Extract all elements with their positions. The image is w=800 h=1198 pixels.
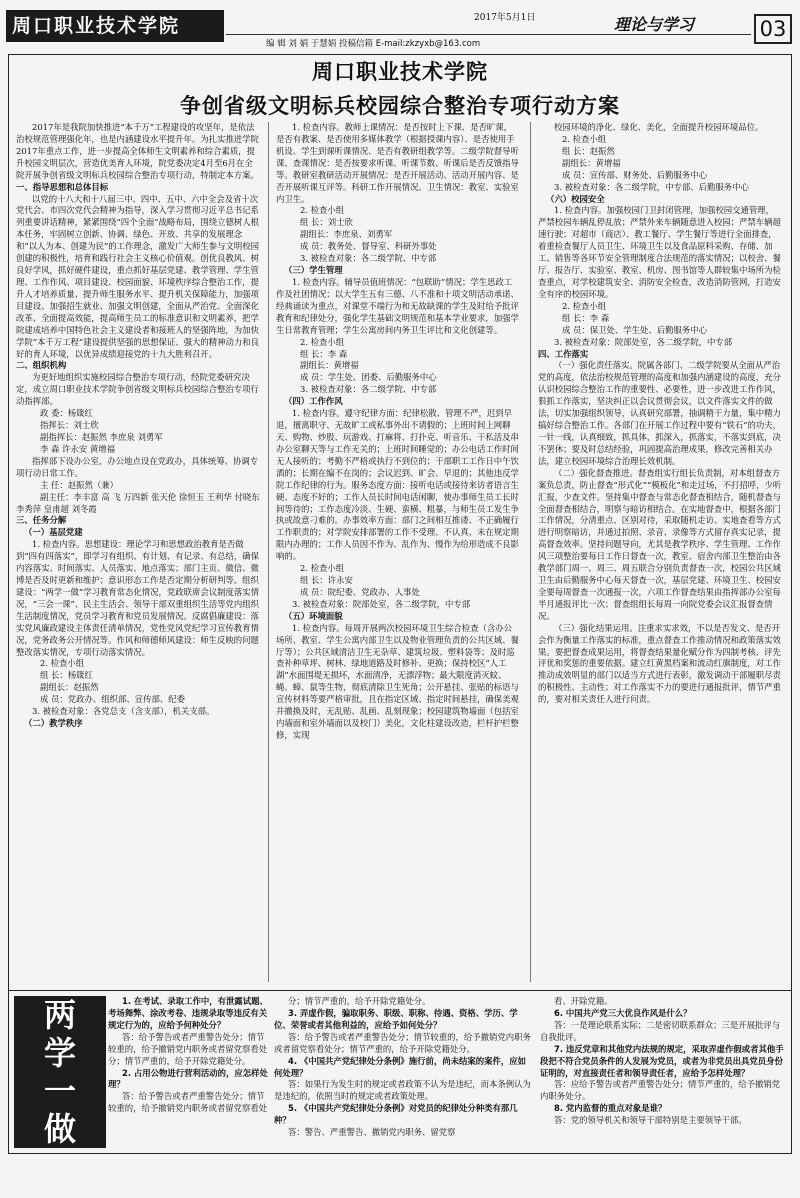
section-heading: 4. 《中国共产党纪律处分条例》施行前，尚未结案的案件，应如何处理？ xyxy=(274,1055,527,1078)
paragraph: 副组长：黄增福 xyxy=(300,360,359,371)
paragraph: 1. 检查内容。加强校园门卫封闭管理，加强校园交通管理，严禁校园车辆乱停乱放；严禁外来车辆随意进入校园；严禁车辆超速行驶；对超市（商店）、教工餐厅、学生餐厅等进行全面排查，着重检查餐厅人员卫生、环境卫生以及食品原料采购、存储、加工、销售等各环节安全管理制度合法规范的落实情况；以校舍、餐厅、报告厅、实验室、教室、机房、图书馆等人群较集中场所为检查重点，对学校建筑安全、消防安全检查，改造消防管网，打造安全有序的校园环境。 xyxy=(538,205,781,299)
paragraph: 副指挥长：赵振然 李庶泉 刘勇军 xyxy=(40,431,163,442)
section-heading: （四）工作作风 xyxy=(284,396,343,407)
paragraph: 答：如果行为发生时的规定或者政策不认为是违纪，而本条例认为是违纪的，依照当时的规定或者政策处理。 xyxy=(274,1079,531,1102)
section-heading: 3. 弄虚作假，骗取职务、职级、职称、待遇、资格、学历、学位、荣誉或者其他利益的，应给予如何处分？ xyxy=(274,1007,518,1030)
paragraph: （一）强化责任落实。院属各部门、二级学院要从全面从严治党的高度，依法治校规范管理的高度和加强内涵建设的高度，充分认识校园综合整治工作的重要性、必要性，进一步改进工作作风，狠抓工作落实，坚决纠正以会议贯彻会议，以文件落实文件的做法，切实加强组织领导，认真研究部署，抽调精干力量，集中精力搞好综合整治工作。各部门在开展工作过程中要有“铁石”的功夫，一针一线，认真细致，抓具体，抓深入，抓落实，不落实到底，决不罢休；要及时总结经验，巩固提高治理成果，修改完善相关办法，建立校园环境综合治理长效机制。 xyxy=(538,360,782,466)
paragraph: 指挥部下设办公室，办公地点设在党政办，具体统筹、协调专项行动日常工作。 xyxy=(16,455,259,478)
section-heading: 三、任务分解 xyxy=(16,515,67,526)
headline-line2: 争创省级文明标兵校园综合整治专项行动方案 xyxy=(180,94,620,118)
paragraph: 组 长：李 森 xyxy=(562,312,610,323)
section-heading: 二、组织机构 xyxy=(16,360,67,371)
paragraph: 组 长：李 森 xyxy=(300,348,348,359)
paragraph: 组 长：许永安 xyxy=(300,575,353,586)
paragraph: 成 员：宣传部、财务处、后勤服务中心 xyxy=(562,169,708,180)
paragraph: 2. 检查小组 xyxy=(40,658,85,669)
paragraph: 2. 检查小组 xyxy=(300,563,345,574)
section-heading: （六）校园安全 xyxy=(546,193,605,204)
paragraph: 答：给予警告或者严重警告处分；情节较重的，给予撤销党内职务或者留党察看处 xyxy=(108,1091,268,1114)
paragraph: 3. 被检查对象：院部处室，各二级学院，中专部 xyxy=(292,598,471,609)
column-divider xyxy=(530,122,531,982)
column-divider xyxy=(268,122,269,982)
paragraph: 组 长：杨箴红 xyxy=(40,670,93,681)
section-heading: （三）学生管理 xyxy=(284,265,343,276)
banner-char: 做 xyxy=(43,1110,76,1148)
paragraph: 答：警告、严重警告、撤销党内职务、留党察 xyxy=(288,1127,456,1138)
paragraph: 组 长：赵振然 xyxy=(562,145,615,156)
section-heading: （五）环境面貌 xyxy=(284,610,343,621)
paragraph: 政 委：杨箴红 xyxy=(40,408,93,419)
paragraph: 成 员：党政办、组织部、宣传部、纪委 xyxy=(40,694,186,705)
paragraph: 答：应给予警告或者严重警告处分；情节严重的，给予撤销党内职务处分。 xyxy=(540,1079,781,1102)
paragraph: 2017年是我院加快推进“本千万”工程建设的攻坚年，是依法治校规范管理强化年，也是内涵建设水平提升年。为扎实推进学院2017年重点工作，进一步提高全体师生文明素养和综合素质，提升校园文明层次，营造优美育人环境，院党委决定4月至6月在全院开展争创省级文明标兵校园综合整治专项行动，特制定本方案。 xyxy=(16,122,259,180)
paragraph: （三）强化结果运用。注重求实求效，不以是否发文、是否开会作为衡量工作落实的标准，重点督查工作推动情况和政策落实效果。要把督查成果运用，将督查结果量化赋分作为四制考核、评先评优和奖惩的重要依据。建立红黄黑档案和流动红旗制度，对工作推动成效明显的部门以适当方式进行表彰，激发调动干部履职尽责的积极性、主动性；对工作落实不力的要进行通报批评，情节严重的，要对相关责任人进行问责。 xyxy=(538,622,781,705)
section-heading: 1. 在考试、录取工作中，有泄露试题、考场舞弊、涂改考卷、违规录取等违反有关规定行为的，应给予何种处分？ xyxy=(108,996,268,1030)
paragraph: 组 长：刘士欣 xyxy=(300,217,353,228)
paragraph: 2. 检查小组 xyxy=(562,300,607,311)
section-heading: 7. 违反党章和其他党内法规的规定，采取弄虚作假或者其他手段把不符合党员条件的人发展为党员，或者为非党员出具党员身份证明的，对直接责任者和领导责任者，应给予怎样处理？ xyxy=(540,1043,784,1078)
article-column-2 xyxy=(276,122,520,982)
paragraph: 指挥长：刘士欣 xyxy=(40,420,99,431)
paragraph: 2. 检查小组 xyxy=(562,133,607,144)
qa-column-2 xyxy=(274,996,532,1152)
paragraph: 副组长：赵振然 xyxy=(40,682,99,693)
paragraph: 3. 被检查对象：各二级学院，中专部、后勤服务中心 xyxy=(554,181,749,192)
paragraph: 答：党的领导机关和领导干部特别是主要领导干部。 xyxy=(554,1115,747,1126)
staff-line: 编 辑 刘 娟 于慧娟 投稿信箱 E-mail:zkzyxb@163.com xyxy=(266,39,481,49)
paragraph: 答：一是理论联系实际；二是密切联系群众；三是开展批评与自我批评。 xyxy=(540,1019,781,1042)
masthead-divider xyxy=(226,34,751,35)
qa-column-1 xyxy=(108,996,268,1152)
section-heading: 6. 中国共产党三大优良作风是什么？ xyxy=(554,1007,692,1018)
section-heading: 一、指导思想和总体目标 xyxy=(16,181,109,192)
headline-line1: 周口职业技术学院 xyxy=(312,60,488,84)
article-column-1 xyxy=(16,122,260,982)
paragraph: 为更好地组织实施校园综合整治专项行动，经院党委研究决定，成立周口职业技术学院争创省级文明标兵校园综合整治专项行动指挥部。 xyxy=(16,372,259,407)
paragraph: 3. 被检查对象：院部处室，各二级学院，中专部 xyxy=(554,336,733,347)
paragraph: 成 员：教务处、督导室、科研外事处 xyxy=(300,241,437,252)
banner-char: 两 xyxy=(43,996,76,1034)
paragraph: 成 员：保卫处、学生处、后勤服务中心 xyxy=(562,324,708,335)
paragraph: 以党的十八大和十八届三中、四中、五中、六中全会及省十次党代会、市四次党代会精神为指导，深入学习贯彻习近平总书记系列重要讲话精神，紧紧围绕“四个全面”战略布局，围绕立德树人根本任务，牢固树立创新、协调、绿色、开放、共享的发展理念和“以人为本、创建为民”的工作理念，激发广大师生参与文明校园创建的积极性，培育和践行社会主义核心价值观。创优良教风、树良好学风，抓好硬件建设，重点抓好基层党建、教学管理、学生管理、工作作风、项目建设、校园面貌、环境秩序综合整治工作，提升人才培养质量、提升师生服务水平、提升机关保障能力，加强项目建设、加强招生就业、加强文明创建，全面从严治党、全面深化改革、全面提高效能，提高师生员工的标准意识和文明素养，把学院建成培养中国特色社会主义建设者和接班人的坚强阵地，为加快学院“本千万工程”建设提供坚强的思想保证、强大的精神动力和良好的育人环境，以优异成绩迎接党的十九大胜利召开。 xyxy=(16,193,260,359)
paragraph: 成 员：学生处、团委、后勤服务中心 xyxy=(300,372,437,383)
paragraph: 3. 被检查对象：各二级学院、中专部 xyxy=(300,253,437,264)
masthead xyxy=(4,4,796,50)
paragraph: 3. 被检查对象：各二级学院、中专部 xyxy=(300,384,437,395)
issue-date: 2017年5月1日 xyxy=(474,13,536,23)
banner-char: 一 xyxy=(43,1072,76,1110)
paragraph: 1. 检查内容。每周开展两次校园环境卫生综合检查（含办公场所、教室、学生公寓内部卫生以及物业管理负责的公共区域、餐厅等）；公共区域清洁卫生无杂草、建筑垃圾、塑料袋等；及时巡查补种草坪、树林、绿地道路及时修补、更换；保持校区“人工湖”水面围堤无损坏，水面清净，无漂浮物；最大限度消灭蚊、蝇、蟑、鼠等生物，彻底清除卫生死角；公开悬挂、张贴的标语与宣传材料等要严格审批，且在指定区域、指定时间悬挂，确保美观并撤换及时，无乱贴、乱画、乱刻现象；校园建筑物墙面（包括室内墙面和室外墙面以及校门）美化，文化柱建设改造，栏杆护栏整修，实现 xyxy=(276,622,519,741)
section-heading: 四、工作落实 xyxy=(538,348,589,359)
section-title: 理论与学习 xyxy=(614,15,695,34)
section-heading: 2. 占用公物进行营利活动的，应怎样处理？ xyxy=(108,1067,268,1090)
paragraph: 副组长：黄增福 xyxy=(562,157,621,168)
section-heading: （一）基层党建 xyxy=(24,527,83,538)
paragraph: （二）强化督查推进。督查组实行组长负责制，对本组督查方案负总责，防止督查“形式化”“模板化”和走过场，不打招呼，少听汇报，少查文件。坚持集中督查与常态化督查相结合，随机督查与全面督查相结合，明察与暗访相结合。在实地督查中，根据各部门工作情况，分清重点、区别对待，采取随机走访、实地查看等方式进行明察暗访，并通过拍照、录音、录像等方式留存真实记录，提高督查效率。坚持问题导向，尤其是教学秩序、学生管理、工作作风三项整治要每日工作日督查一次，教室、宿舍内部卫生整治由各教学部门周一、周三、周五联合分别负责督查一次，校园公共区域卫生由后勤服务中心每天督查一次，基层党建、环境卫生、校园安全要每周督查一次通报一次，六项工作督查结果由指挥部办公室每半月通报评比一次；督查组组长每周一向院党委会议汇报督查情况。 xyxy=(538,467,782,621)
section-heading: 5. 《中国共产党纪律处分条例》对党员的纪律处分种类有那几种？ xyxy=(274,1103,518,1126)
paragraph: 李 森 许永安 黄增福 xyxy=(40,443,115,454)
paragraph: 校园环境的净化、绿化、美化，全面提升校园环境品位。 xyxy=(554,122,764,132)
section-heading: 8. 党内监督的重点对象是谁？ xyxy=(554,1103,667,1114)
banner-char: 学 xyxy=(43,1034,76,1072)
paragraph: 成 员：院纪委、党政办、人事处 xyxy=(300,586,420,597)
paragraph: 2. 检查小组 xyxy=(300,205,345,216)
school-logo: 周口职业技术学院 xyxy=(6,10,224,42)
paragraph: 1. 检查内容。教师上课情况：是否按时上下课、是否旷课，是否有教案、是否使用多媒体教学（根据授课内容）、是否使用手机设、学生到课听课情况、是否有教研组教学等。二级学院督导听课、查课情况：是否按要求听课、听课节数、听课后是否反馈指导等。教研室教研活动开展情况：是否开展活动、活动开展内容、是否开展听课互评等。科研工作开展情况。卫生情况：教室、实验室内卫生。 xyxy=(276,122,519,204)
qa-column-3 xyxy=(540,996,788,1152)
two-studies-one-action-banner xyxy=(14,996,106,1148)
paragraph: 分；情节严重的，给予开除党籍处分。 xyxy=(288,996,431,1006)
paragraph: 1. 检查内容。辅导员值班情况：“包联助”情况；学生思政工作及社团情况；以大学生五有三德、八不准和十项文明活动承诺、经典诵读为重点，对课堂不端行为和无故缺课的学生及时给予批评教育和纪律处分，强化学生基础文明规范和基本学业要求，加强学生日常教育管理；学生公寓房间内务卫生评比和文化创建等。 xyxy=(276,276,519,335)
paragraph: 2. 检查小组 xyxy=(300,336,345,347)
paragraph: 1. 检查内容。遵守纪律方面：纪律松散、管理不严，迟到早退，擅离职守、无故旷工或私事外出不请假的；上班时间上网聊天、购物、炒股、玩游戏、打麻将、打扑克、听音乐、干私活及串办公室聊天等与工作无关的；上班时间睡觉的；办公电话工作时间无人接听的；考勤不严格或执行不到位的；干部职工工作日中午饮酒的；长期在编不在岗的；会议迟到、旷会、早退的；其他违反学院工作纪律的行为。服务态度方面：接听电话或接待来访者语言生硬、态度不好的；工作人员长时间电话闲聊，使办事师生员工长时间等待的；工作态度冷淡、生硬、蛮横、粗暴，与师生员工发生争执或故意刁难的。办事效率方面：部门之间相互推诿、不正确履行工作职责的；对学院安排部署的工作不受理、不认真、未在规定期限内办理的；工作人员因不作为、乱作为、慢作为给形造成不良影响的。 xyxy=(276,408,519,562)
section-heading: （二）教学秩序 xyxy=(24,718,83,729)
paragraph: 3. 被检查对象：各党总支（含支部），机关支部。 xyxy=(32,706,215,717)
paragraph: 主 任：赵振然（兼） xyxy=(40,479,119,490)
paragraph: 副主任：李丰富 高 飞 万四新 张天伦 徐恒玉 王利华 付晓东 李秀萍 皇甫超 刘冬霞 xyxy=(16,491,260,514)
page-number: 03 xyxy=(754,14,792,44)
paragraph: 答：给予警告或者严重警告处分；情节较重的，给予撤销党内职务或者留党察看处分；情节严重的，给予开除党籍处分。 xyxy=(274,1031,531,1054)
paragraph: 答：给予警告或者严重警告处分；情节较重的，给予撤销党内职务或者留党察看处分；情节严重的，给予开除党籍处分。 xyxy=(108,1031,268,1066)
paragraph: 副组长：李庶泉、刘勇军 xyxy=(300,229,393,240)
article-column-3 xyxy=(538,122,782,982)
paragraph: 看、开除党籍。 xyxy=(554,996,613,1006)
paragraph: 1. 检查内容。思想建设：理论学习和思想政治教育是否做到“四有四落实”，即学习有组织、有计划、有记录、有总结，确保内容落实、时间落实、人员落实、地点落实；部门主页、微信、微博是否及时更新和维护；意识形态工作是否定期分析研判等。组织建设：“两学一做”学习教育常态化情况，党政联席会议制度落实情况，“三会一课”、民主生活会、领导干部双重组织生活等党内组织生活制度情况，党员学习教育和党员发展情况。反腐倡廉建设：落实党风廉政建设主体责任清单情况，党性党风党纪学习宣传教育情况，党务政务公开情况等。作风和师德师风建设：师生反映的问题整改落实情况，专项行动落实情况。 xyxy=(16,539,260,657)
